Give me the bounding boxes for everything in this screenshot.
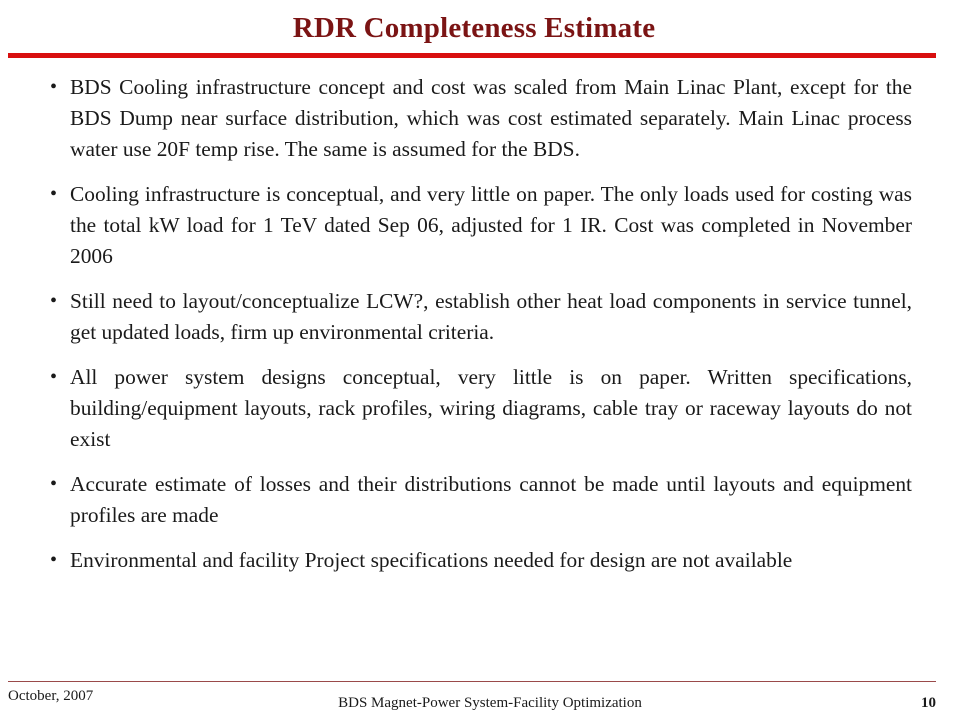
bullet-text: All power system designs conceptual, very little is on paper. Written specifications, building/equipment layouts, rack profiles, wiring diagrams, cable tray or raceway layouts do not exist <box>70 365 912 451</box>
bullet-text: BDS Cooling infrastructure concept and cost was scaled from Main Linac Plant, except for the BDS Dump near surface distribution, which was cost estimated separately. Main Linac process water use 20F temp rise. The same is assumed for the BDS. <box>70 75 912 161</box>
bullet-marker: • <box>50 366 58 388</box>
footer-date: October, 2007 <box>8 688 94 704</box>
slide-title: RDR Completeness Estimate <box>292 12 656 44</box>
footer-presentation-title: BDS Magnet-Power System-Facility Optimization <box>338 695 642 711</box>
bullet-item <box>48 469 912 531</box>
title-underline <box>8 53 936 58</box>
footer-divider <box>8 681 936 682</box>
bullet-text: Cooling infrastructure is conceptual, and very little on paper. The only loads used for costing was the total kW load for 1 TeV dated Sep 06, adjusted for 1 IR. Cost was completed in November 2006 <box>70 182 912 268</box>
bullet-item <box>48 179 912 272</box>
bullet-item <box>48 545 912 576</box>
bullet-list <box>48 72 912 590</box>
page-number: 10 <box>921 695 936 711</box>
bullet-item <box>48 72 912 165</box>
bullet-marker: • <box>50 549 58 571</box>
bullet-text: Still need to layout/conceptualize LCW?, establish other heat load components in service tunnel, get updated loads, firm up environmental criteria. <box>70 289 912 344</box>
bullet-marker: • <box>50 290 58 312</box>
bullet-item <box>48 286 912 348</box>
bullet-text: Environmental and facility Project specifications needed for design are not available <box>70 548 793 572</box>
bullet-marker: • <box>50 183 58 205</box>
bullet-item <box>48 362 912 455</box>
bullet-marker: • <box>50 76 58 98</box>
bullet-text: Accurate estimate of losses and their distributions cannot be made until layouts and equipment profiles are made <box>70 472 912 527</box>
bullet-marker: • <box>50 473 58 495</box>
